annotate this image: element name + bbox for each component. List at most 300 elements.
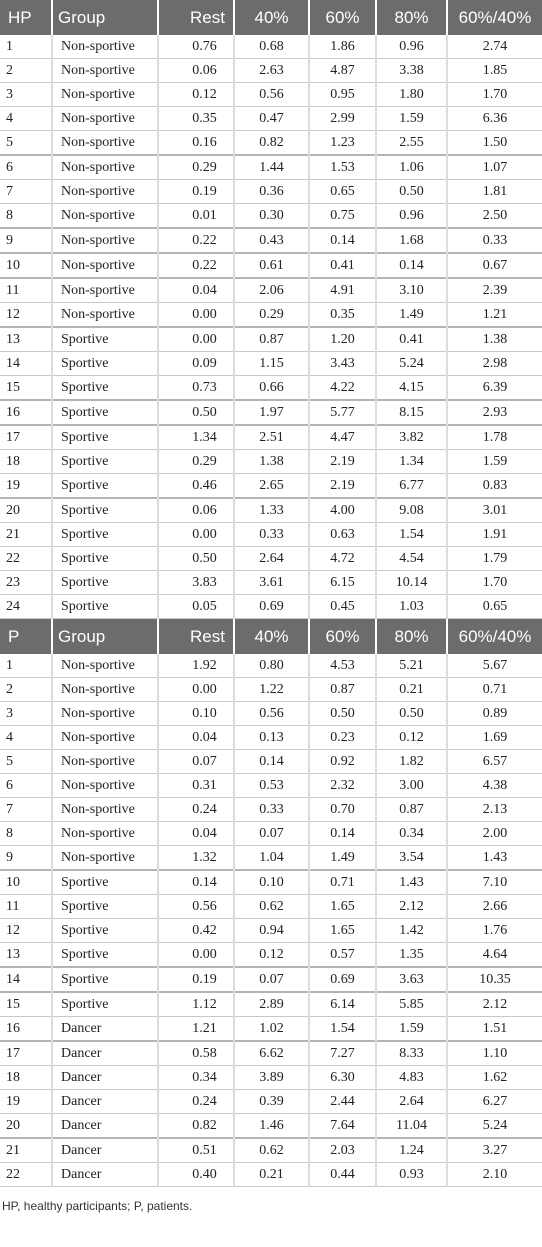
cell-40: 0.29 xyxy=(234,303,309,328)
cell-rest: 0.73 xyxy=(158,376,234,401)
table-row xyxy=(0,750,542,774)
cell-ratio: 10.35 xyxy=(447,967,542,992)
cell-80: 4.15 xyxy=(376,376,447,401)
table-row xyxy=(0,1066,542,1090)
cell-60: 0.57 xyxy=(309,943,376,968)
header-rest: Rest xyxy=(158,619,234,655)
cell-60: 2.32 xyxy=(309,774,376,798)
cell-60: 2.19 xyxy=(309,474,376,499)
cell-group: Sportive xyxy=(52,967,158,992)
cell-rest: 3.83 xyxy=(158,571,234,595)
cell-ratio: 6.57 xyxy=(447,750,542,774)
cell-id: 21 xyxy=(0,1138,52,1163)
cell-id: 9 xyxy=(0,846,52,871)
cell-rest: 0.35 xyxy=(158,107,234,131)
cell-80: 1.03 xyxy=(376,595,447,619)
table-row xyxy=(0,774,542,798)
cell-40: 2.63 xyxy=(234,59,309,83)
cell-80: 5.85 xyxy=(376,992,447,1017)
table-row xyxy=(0,895,542,919)
cell-40: 0.53 xyxy=(234,774,309,798)
cell-80: 1.35 xyxy=(376,943,447,968)
cell-ratio: 1.59 xyxy=(447,450,542,474)
cell-80: 8.15 xyxy=(376,400,447,425)
cell-rest: 1.92 xyxy=(158,654,234,678)
cell-ratio: 0.71 xyxy=(447,678,542,702)
cell-40: 0.14 xyxy=(234,750,309,774)
cell-group: Non-sportive xyxy=(52,303,158,328)
cell-id: 12 xyxy=(0,919,52,943)
cell-40: 0.07 xyxy=(234,967,309,992)
cell-rest: 0.12 xyxy=(158,83,234,107)
table-row xyxy=(0,303,542,328)
cell-group: Dancer xyxy=(52,1163,158,1187)
cell-80: 1.49 xyxy=(376,303,447,328)
cell-id: 2 xyxy=(0,678,52,702)
cell-ratio: 0.67 xyxy=(447,253,542,278)
header-40: 40% xyxy=(234,619,309,655)
cell-80: 3.82 xyxy=(376,425,447,450)
cell-group: Non-sportive xyxy=(52,155,158,180)
cell-rest: 0.50 xyxy=(158,547,234,571)
cell-60: 0.70 xyxy=(309,798,376,822)
cell-40: 0.66 xyxy=(234,376,309,401)
cell-ratio: 1.81 xyxy=(447,180,542,204)
cell-60: 0.65 xyxy=(309,180,376,204)
cell-60: 4.22 xyxy=(309,376,376,401)
table-row xyxy=(0,1114,542,1139)
cell-40: 0.56 xyxy=(234,702,309,726)
cell-40: 0.47 xyxy=(234,107,309,131)
cell-ratio: 1.70 xyxy=(447,83,542,107)
cell-60: 7.64 xyxy=(309,1114,376,1139)
cell-group: Sportive xyxy=(52,595,158,619)
cell-40: 1.15 xyxy=(234,352,309,376)
cell-ratio: 1.10 xyxy=(447,1041,542,1066)
header-group: Group xyxy=(52,619,158,655)
cell-rest: 1.34 xyxy=(158,425,234,450)
table-row xyxy=(0,59,542,83)
cell-id: 2 xyxy=(0,59,52,83)
header-40: 40% xyxy=(234,0,309,35)
table-row xyxy=(0,992,542,1017)
cell-40: 0.36 xyxy=(234,180,309,204)
cell-40: 2.64 xyxy=(234,547,309,571)
cell-60: 0.69 xyxy=(309,967,376,992)
cell-rest: 0.82 xyxy=(158,1114,234,1139)
table-row xyxy=(0,474,542,499)
cell-id: 22 xyxy=(0,1163,52,1187)
cell-id: 7 xyxy=(0,180,52,204)
cell-80: 0.21 xyxy=(376,678,447,702)
table-row xyxy=(0,425,542,450)
cell-ratio: 7.10 xyxy=(447,870,542,895)
cell-ratio: 0.33 xyxy=(447,228,542,253)
cell-group: Sportive xyxy=(52,571,158,595)
cell-id: 19 xyxy=(0,474,52,499)
cell-id: 23 xyxy=(0,571,52,595)
cell-60: 0.23 xyxy=(309,726,376,750)
cell-60: 1.23 xyxy=(309,131,376,156)
cell-id: 6 xyxy=(0,155,52,180)
cell-40: 0.69 xyxy=(234,595,309,619)
table-row xyxy=(0,523,542,547)
cell-rest: 0.19 xyxy=(158,967,234,992)
cell-rest: 1.21 xyxy=(158,1017,234,1042)
cell-80: 3.38 xyxy=(376,59,447,83)
cell-group: Sportive xyxy=(52,352,158,376)
cell-60: 0.71 xyxy=(309,870,376,895)
cell-40: 2.65 xyxy=(234,474,309,499)
table-row xyxy=(0,83,542,107)
table-row xyxy=(0,595,542,619)
cell-ratio: 6.39 xyxy=(447,376,542,401)
cell-80: 9.08 xyxy=(376,498,447,523)
cell-ratio: 2.93 xyxy=(447,400,542,425)
cell-40: 0.56 xyxy=(234,83,309,107)
cell-id: 18 xyxy=(0,450,52,474)
cell-60: 0.44 xyxy=(309,1163,376,1187)
cell-40: 1.02 xyxy=(234,1017,309,1042)
table-row xyxy=(0,547,542,571)
cell-ratio: 5.24 xyxy=(447,1114,542,1139)
cell-rest: 0.00 xyxy=(158,943,234,968)
cell-60: 1.20 xyxy=(309,327,376,352)
cell-id: 13 xyxy=(0,327,52,352)
cell-ratio: 1.62 xyxy=(447,1066,542,1090)
cell-id: 15 xyxy=(0,992,52,1017)
table-row xyxy=(0,155,542,180)
table-row xyxy=(0,376,542,401)
cell-40: 3.61 xyxy=(234,571,309,595)
table-row xyxy=(0,180,542,204)
cell-group: Sportive xyxy=(52,992,158,1017)
cell-group: Dancer xyxy=(52,1017,158,1042)
cell-40: 0.33 xyxy=(234,798,309,822)
cell-60: 0.63 xyxy=(309,523,376,547)
cell-rest: 0.76 xyxy=(158,35,234,59)
cell-id: 24 xyxy=(0,595,52,619)
cell-rest: 0.14 xyxy=(158,870,234,895)
cell-id: 16 xyxy=(0,400,52,425)
cell-id: 18 xyxy=(0,1066,52,1090)
header-80: 80% xyxy=(376,619,447,655)
cell-60: 1.54 xyxy=(309,1017,376,1042)
cell-group: Non-sportive xyxy=(52,35,158,59)
cell-80: 5.21 xyxy=(376,654,447,678)
cell-ratio: 2.12 xyxy=(447,992,542,1017)
table-row xyxy=(0,678,542,702)
cell-id: 1 xyxy=(0,35,52,59)
cell-ratio: 1.76 xyxy=(447,919,542,943)
cell-ratio: 2.74 xyxy=(447,35,542,59)
cell-id: 16 xyxy=(0,1017,52,1042)
cell-60: 0.50 xyxy=(309,702,376,726)
cell-60: 0.35 xyxy=(309,303,376,328)
cell-60: 2.03 xyxy=(309,1138,376,1163)
cell-40: 0.30 xyxy=(234,204,309,229)
cell-40: 0.62 xyxy=(234,1138,309,1163)
cell-80: 5.24 xyxy=(376,352,447,376)
cell-80: 2.64 xyxy=(376,1090,447,1114)
p-body xyxy=(0,654,542,1187)
cell-id: 8 xyxy=(0,822,52,846)
cell-group: Non-sportive xyxy=(52,846,158,871)
header-60: 60% xyxy=(309,619,376,655)
table-row xyxy=(0,919,542,943)
cell-40: 1.46 xyxy=(234,1114,309,1139)
cell-80: 2.55 xyxy=(376,131,447,156)
cell-ratio: 2.66 xyxy=(447,895,542,919)
cell-rest: 0.22 xyxy=(158,228,234,253)
table-row xyxy=(0,798,542,822)
cell-id: 8 xyxy=(0,204,52,229)
table-row xyxy=(0,400,542,425)
cell-id: 6 xyxy=(0,774,52,798)
cell-group: Sportive xyxy=(52,400,158,425)
cell-40: 0.33 xyxy=(234,523,309,547)
table-row xyxy=(0,726,542,750)
cell-60: 6.14 xyxy=(309,992,376,1017)
cell-rest: 0.29 xyxy=(158,155,234,180)
table-row xyxy=(0,1138,542,1163)
cell-60: 5.77 xyxy=(309,400,376,425)
table-row xyxy=(0,35,542,59)
cell-60: 1.65 xyxy=(309,895,376,919)
cell-40: 1.97 xyxy=(234,400,309,425)
cell-60: 4.87 xyxy=(309,59,376,83)
cell-group: Non-sportive xyxy=(52,228,158,253)
cell-ratio: 1.21 xyxy=(447,303,542,328)
cell-40: 2.89 xyxy=(234,992,309,1017)
cell-40: 0.62 xyxy=(234,895,309,919)
p-header-row xyxy=(0,619,542,655)
cell-80: 1.59 xyxy=(376,1017,447,1042)
cell-group: Non-sportive xyxy=(52,822,158,846)
cell-40: 0.12 xyxy=(234,943,309,968)
cell-rest: 0.07 xyxy=(158,750,234,774)
cell-rest: 0.10 xyxy=(158,702,234,726)
cell-80: 8.33 xyxy=(376,1041,447,1066)
cell-80: 4.54 xyxy=(376,547,447,571)
cell-rest: 0.04 xyxy=(158,278,234,303)
hp-header xyxy=(0,0,542,35)
cell-80: 11.04 xyxy=(376,1114,447,1139)
cell-80: 0.14 xyxy=(376,253,447,278)
cell-80: 0.93 xyxy=(376,1163,447,1187)
cell-ratio: 1.51 xyxy=(447,1017,542,1042)
cell-60: 0.92 xyxy=(309,750,376,774)
hp-header-row xyxy=(0,0,542,35)
cell-40: 1.33 xyxy=(234,498,309,523)
cell-group: Sportive xyxy=(52,425,158,450)
table-row xyxy=(0,1090,542,1114)
cell-ratio: 0.65 xyxy=(447,595,542,619)
cell-80: 1.42 xyxy=(376,919,447,943)
table-footnote: HP, healthy participants; P, patients. xyxy=(2,1199,193,1213)
table-row xyxy=(0,253,542,278)
table-row xyxy=(0,228,542,253)
table-row xyxy=(0,327,542,352)
cell-80: 0.34 xyxy=(376,822,447,846)
cell-rest: 0.34 xyxy=(158,1066,234,1090)
cell-ratio: 0.83 xyxy=(447,474,542,499)
cell-rest: 0.40 xyxy=(158,1163,234,1187)
cell-ratio: 1.85 xyxy=(447,59,542,83)
cell-40: 0.80 xyxy=(234,654,309,678)
cell-id: 20 xyxy=(0,498,52,523)
cell-60: 1.49 xyxy=(309,846,376,871)
cell-80: 1.54 xyxy=(376,523,447,547)
cell-ratio: 1.70 xyxy=(447,571,542,595)
cell-rest: 0.16 xyxy=(158,131,234,156)
p-header xyxy=(0,619,542,655)
cell-80: 1.34 xyxy=(376,450,447,474)
cell-rest: 0.00 xyxy=(158,303,234,328)
table-row xyxy=(0,943,542,968)
cell-80: 1.06 xyxy=(376,155,447,180)
table-row xyxy=(0,450,542,474)
cell-rest: 0.00 xyxy=(158,523,234,547)
cell-group: Dancer xyxy=(52,1114,158,1139)
cell-group: Sportive xyxy=(52,498,158,523)
cell-rest: 0.24 xyxy=(158,798,234,822)
cell-40: 0.68 xyxy=(234,35,309,59)
cell-rest: 0.04 xyxy=(158,726,234,750)
cell-40: 0.82 xyxy=(234,131,309,156)
cell-40: 0.10 xyxy=(234,870,309,895)
cell-group: Non-sportive xyxy=(52,131,158,156)
cell-80: 0.12 xyxy=(376,726,447,750)
cell-group: Dancer xyxy=(52,1041,158,1066)
cell-80: 3.54 xyxy=(376,846,447,871)
table-row xyxy=(0,702,542,726)
cell-ratio: 0.89 xyxy=(447,702,542,726)
cell-80: 6.77 xyxy=(376,474,447,499)
cell-group: Sportive xyxy=(52,474,158,499)
cell-rest: 0.46 xyxy=(158,474,234,499)
cell-40: 3.89 xyxy=(234,1066,309,1090)
header-rest: Rest xyxy=(158,0,234,35)
cell-group: Sportive xyxy=(52,895,158,919)
table-row xyxy=(0,107,542,131)
cell-ratio: 6.27 xyxy=(447,1090,542,1114)
cell-id: 5 xyxy=(0,750,52,774)
cell-id: 17 xyxy=(0,425,52,450)
cell-ratio: 1.43 xyxy=(447,846,542,871)
cell-60: 4.53 xyxy=(309,654,376,678)
cell-ratio: 2.00 xyxy=(447,822,542,846)
cell-80: 4.83 xyxy=(376,1066,447,1090)
cell-ratio: 2.10 xyxy=(447,1163,542,1187)
cell-rest: 0.00 xyxy=(158,678,234,702)
cell-ratio: 4.38 xyxy=(447,774,542,798)
cell-60: 0.87 xyxy=(309,678,376,702)
cell-group: Sportive xyxy=(52,943,158,968)
cell-id: 3 xyxy=(0,702,52,726)
header-ratio: 60%/40% xyxy=(447,0,542,35)
cell-60: 1.65 xyxy=(309,919,376,943)
cell-rest: 0.31 xyxy=(158,774,234,798)
cell-80: 10.14 xyxy=(376,571,447,595)
cell-80: 0.96 xyxy=(376,204,447,229)
cell-rest: 0.00 xyxy=(158,327,234,352)
cell-id: 4 xyxy=(0,107,52,131)
cell-ratio: 1.79 xyxy=(447,547,542,571)
cell-60: 3.43 xyxy=(309,352,376,376)
cell-ratio: 1.78 xyxy=(447,425,542,450)
cell-60: 1.86 xyxy=(309,35,376,59)
cell-group: Non-sportive xyxy=(52,798,158,822)
cell-40: 1.38 xyxy=(234,450,309,474)
header-hp: HP xyxy=(0,0,52,35)
cell-rest: 0.58 xyxy=(158,1041,234,1066)
cell-80: 0.41 xyxy=(376,327,447,352)
cell-rest: 0.42 xyxy=(158,919,234,943)
cell-group: Non-sportive xyxy=(52,253,158,278)
cell-80: 0.50 xyxy=(376,180,447,204)
table-row xyxy=(0,352,542,376)
header-ratio: 60%/40% xyxy=(447,619,542,655)
cell-60: 0.45 xyxy=(309,595,376,619)
cell-group: Non-sportive xyxy=(52,83,158,107)
cell-40: 0.39 xyxy=(234,1090,309,1114)
table-row xyxy=(0,204,542,229)
cell-id: 10 xyxy=(0,253,52,278)
header-p: P xyxy=(0,619,52,655)
table-row xyxy=(0,654,542,678)
cell-group: Sportive xyxy=(52,523,158,547)
cell-group: Non-sportive xyxy=(52,774,158,798)
cell-80: 1.43 xyxy=(376,870,447,895)
cell-rest: 0.56 xyxy=(158,895,234,919)
cell-80: 0.96 xyxy=(376,35,447,59)
cell-id: 19 xyxy=(0,1090,52,1114)
cell-60: 4.00 xyxy=(309,498,376,523)
cell-ratio: 2.13 xyxy=(447,798,542,822)
cell-group: Non-sportive xyxy=(52,654,158,678)
cell-rest: 0.06 xyxy=(158,498,234,523)
cell-60: 0.75 xyxy=(309,204,376,229)
cell-id: 22 xyxy=(0,547,52,571)
cell-group: Sportive xyxy=(52,450,158,474)
cell-id: 12 xyxy=(0,303,52,328)
table-row xyxy=(0,278,542,303)
cell-rest: 0.01 xyxy=(158,204,234,229)
cell-group: Non-sportive xyxy=(52,278,158,303)
cell-40: 2.51 xyxy=(234,425,309,450)
cell-40: 0.13 xyxy=(234,726,309,750)
table-row xyxy=(0,846,542,871)
cell-ratio: 1.38 xyxy=(447,327,542,352)
cell-rest: 0.51 xyxy=(158,1138,234,1163)
cell-id: 5 xyxy=(0,131,52,156)
cell-rest: 0.19 xyxy=(158,180,234,204)
cell-60: 0.41 xyxy=(309,253,376,278)
cell-40: 0.21 xyxy=(234,1163,309,1187)
cell-80: 3.00 xyxy=(376,774,447,798)
cell-80: 0.50 xyxy=(376,702,447,726)
cell-group: Sportive xyxy=(52,547,158,571)
cell-rest: 0.29 xyxy=(158,450,234,474)
table-row xyxy=(0,131,542,156)
cell-rest: 0.06 xyxy=(158,59,234,83)
cell-id: 15 xyxy=(0,376,52,401)
cell-80: 3.10 xyxy=(376,278,447,303)
cell-60: 0.95 xyxy=(309,83,376,107)
cell-rest: 1.32 xyxy=(158,846,234,871)
cell-40: 6.62 xyxy=(234,1041,309,1066)
